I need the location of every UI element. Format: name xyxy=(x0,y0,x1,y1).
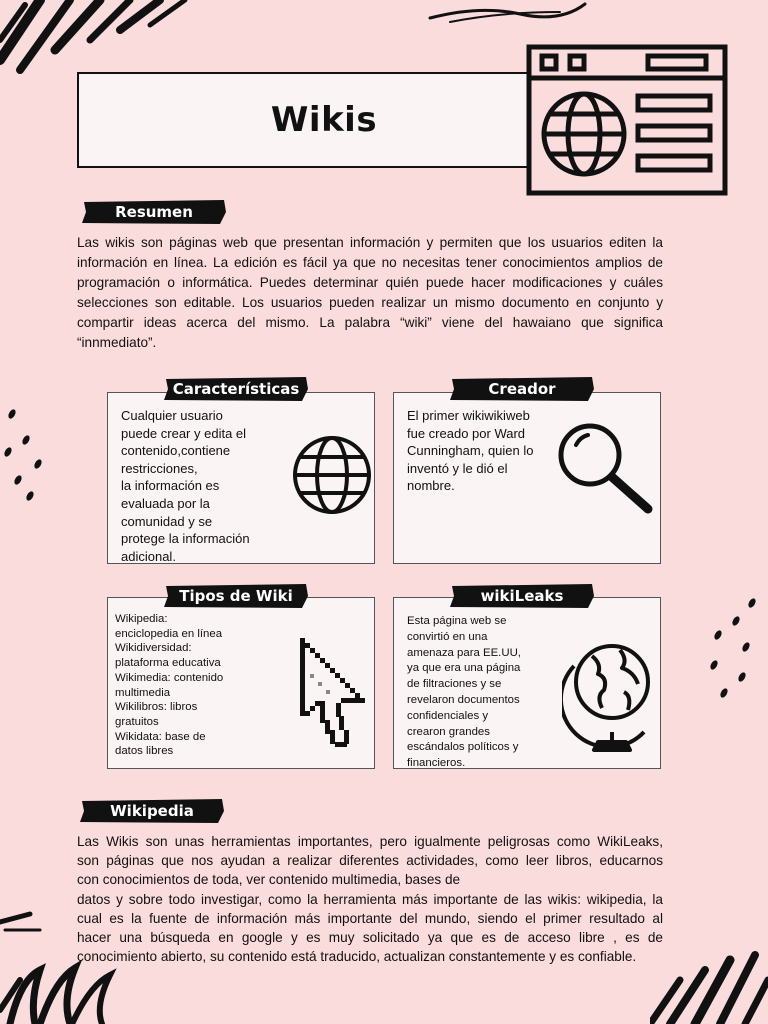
browser-globe-icon xyxy=(526,44,728,196)
tipos-text: Wikipedia: enciclopedia en línea Wikidiversidad: plataforma educativa Wikimedia: contenido multimedia Wikilibros: libros gratuitos Wikidata: base de datos libres xyxy=(115,613,224,758)
card-creador xyxy=(393,392,661,564)
wikipedia-text: Las Wikis son unas herramientas importantes, pero igualmente peligrosas como WikiLeaks, son páginas que nos ayudan a realizar diferentes actividades, como leer libros, educarnos con conocimientos de toda, ver contenido multimedia, bases de datos y sobre todo investigar, como la herramienta más importante de las wikis: wikipedia, la cual es la fuente de información más importante del mundo, siendo el primer resultado al hacer una búsqueda en google y es muy solicitado ya que es de acceso libre , es de conocimiento abierto, su contenido está traducido, actualizan constantemente y es confiable. xyxy=(77,834,663,965)
dots-left xyxy=(0,400,50,510)
resumen-label: Resumen xyxy=(80,199,228,225)
caracteristicas-text: Cualquier usuario puede crear y edita el contenido,contiene restricciones, la información es evaluada por la comunidad y se protege la información adicional. xyxy=(121,408,250,564)
wikileaks-label: wikiLeaks xyxy=(448,583,596,609)
wikipedia-label: Wikipedia xyxy=(78,798,226,824)
dots-right xyxy=(700,595,768,705)
globe-icon xyxy=(290,435,374,515)
brush-stroke-top-left xyxy=(0,0,200,80)
magnifier-icon xyxy=(554,423,654,515)
card-wikileaks xyxy=(393,597,661,769)
creador-text: El primer wikiwikiweb fue creado por Ward Cunningham, quien lo inventó y le dió el nombre. xyxy=(407,408,534,494)
card-caracteristicas xyxy=(107,392,375,564)
desk-globe-icon xyxy=(562,636,660,756)
page-title: Wikis xyxy=(270,100,378,140)
pixel-cursor-icon xyxy=(296,634,372,754)
brush-stroke-top-center xyxy=(420,0,590,30)
creador-label: Creador xyxy=(448,376,596,402)
card-tipos-de-wiki xyxy=(107,597,375,769)
wikileaks-text: Esta página web se convirtió en una amenaza para EE.UU, ya que era una página de filtraciones y se revelaron documentos confidenciales y crearon grandes escándalos políticos y financieros. xyxy=(407,615,521,770)
caracteristicas-label: Características xyxy=(162,376,310,402)
title-box xyxy=(77,72,597,168)
brush-stroke-bottom-right xyxy=(650,950,768,1024)
tipos-label: Tipos de Wiki xyxy=(162,583,310,609)
resumen-text: Las wikis son páginas web que presentan información y permiten que los usuarios editen la información en línea. La edición es fácil ya que no necesitas tener conocimientos amplios de programación o informática. Puedes determinar quién puede hacer modificaciones y cuáles selecciones son editable. Los usuarios pueden realizar un mismo documento en conjunto y compartir ideas acerca del mismo. La palabra “wiki” viene del hawaiano que significa “innmediato”. xyxy=(77,235,663,350)
